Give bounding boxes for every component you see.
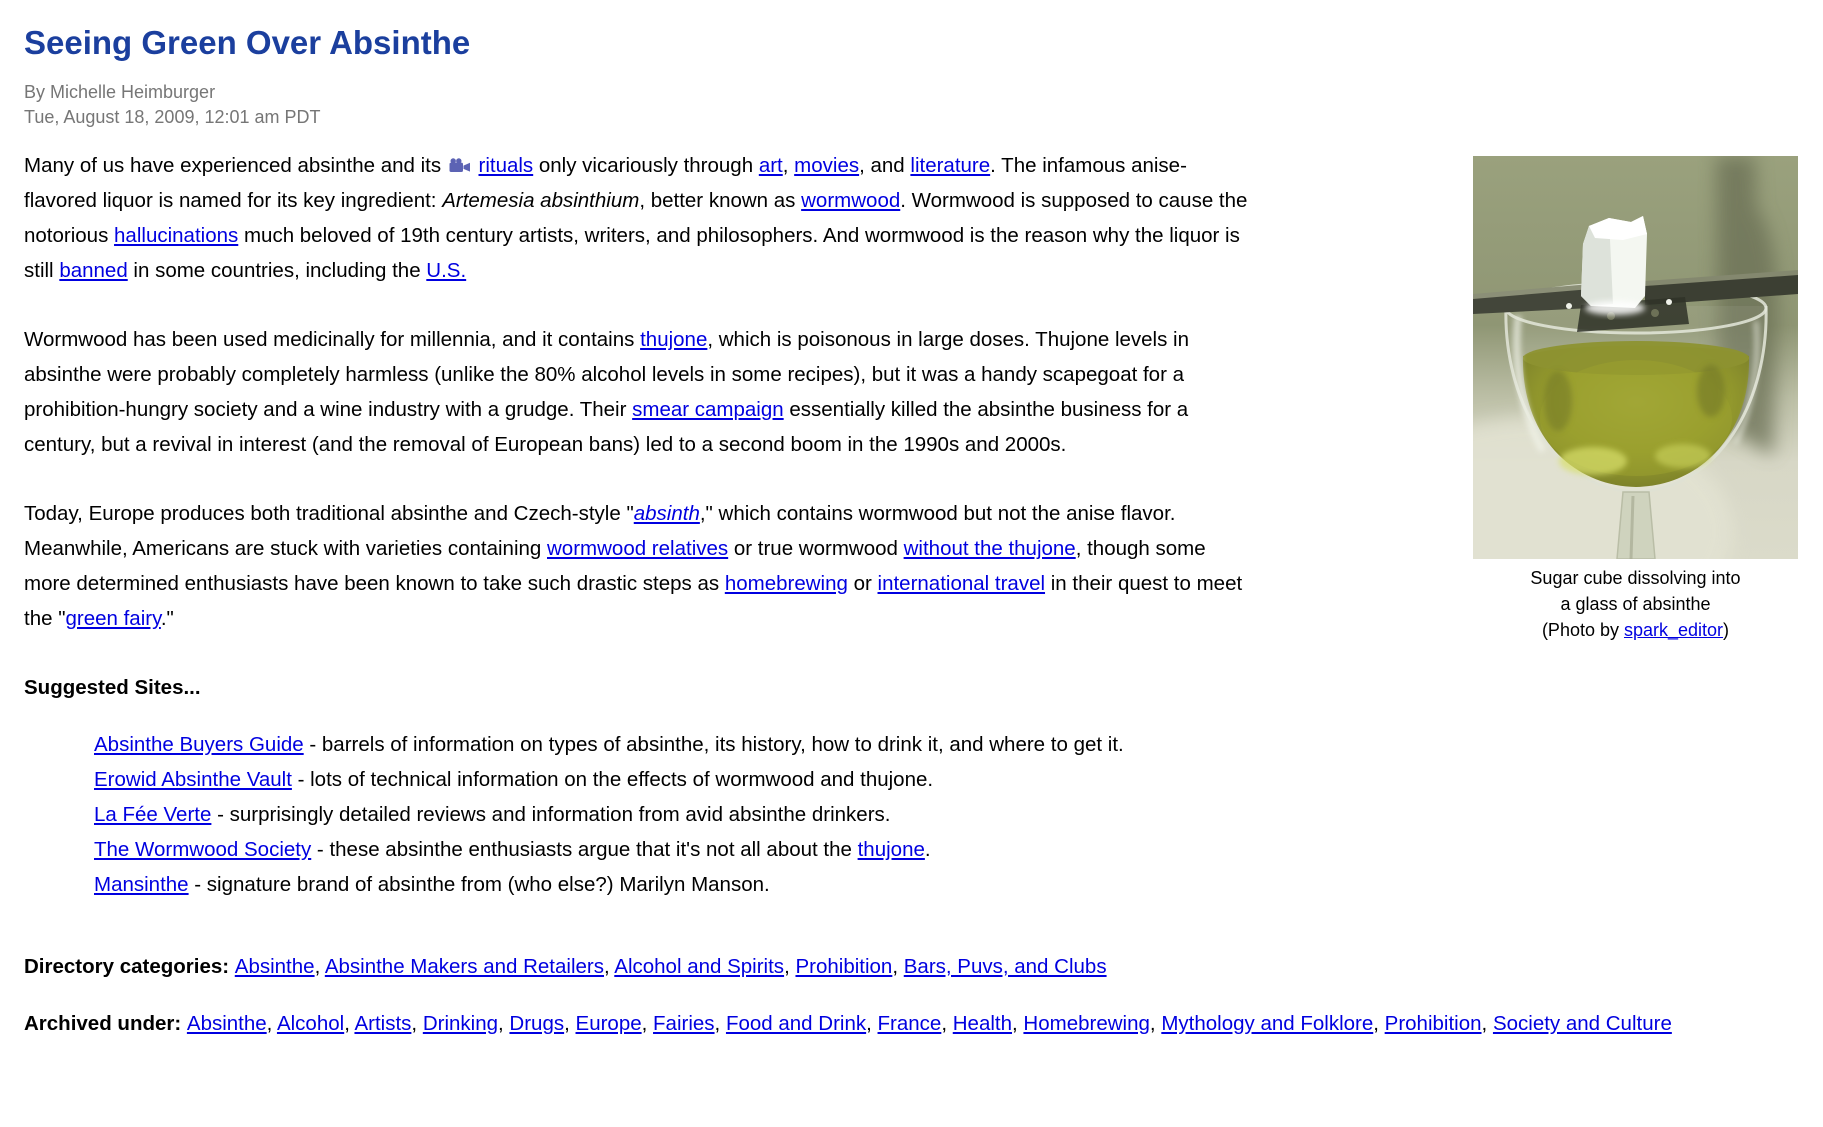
inline-link[interactable]: Absinthe Buyers Guide bbox=[94, 733, 304, 756]
inline-link[interactable]: Erowid Absinthe Vault bbox=[94, 768, 292, 791]
category-link[interactable]: Absinthe Makers and Retailers bbox=[324, 955, 604, 978]
text-run: much beloved of 19th century artists, writers, and philosophers. And wormwood is the reason why the liquor is still bbox=[24, 224, 1240, 282]
inline-link[interactable]: without the thujone bbox=[903, 537, 1076, 560]
inline-link[interactable]: wormwood bbox=[801, 189, 901, 212]
italic-text: Artemesia absinthium bbox=[442, 189, 640, 212]
date-line: Tue, August 18, 2009, 12:01 am PDT bbox=[24, 107, 321, 127]
text-run: (Photo by bbox=[1541, 620, 1624, 640]
category-link[interactable]: Europe bbox=[575, 1012, 642, 1035]
separator: , bbox=[1012, 1012, 1024, 1035]
inline-link[interactable]: wormwood relatives bbox=[547, 537, 729, 560]
text-run: or true wormwood bbox=[728, 537, 904, 560]
separator: , bbox=[411, 1012, 423, 1035]
inline-link[interactable]: U.S. bbox=[426, 259, 467, 282]
inline-link[interactable]: international travel bbox=[877, 572, 1046, 595]
category-link[interactable]: Society and Culture bbox=[1492, 1012, 1672, 1035]
text-run: . The infamous anise-flavored liquor is named for its key ingredient: bbox=[24, 154, 1187, 212]
text-run: ." bbox=[160, 607, 174, 630]
suggested-sites-list bbox=[94, 727, 1799, 902]
text-run: in some countries, including the bbox=[127, 259, 427, 282]
directory-categories-label: Directory categories: bbox=[24, 955, 235, 978]
separator: , bbox=[604, 955, 615, 978]
absinthe-photo bbox=[1473, 156, 1798, 559]
photo-figure bbox=[1473, 156, 1798, 643]
archived-under-label: Archived under: bbox=[24, 1012, 187, 1035]
byline: By Michelle Heimburger bbox=[24, 82, 216, 102]
separator: , bbox=[344, 1012, 355, 1035]
archived-under-links bbox=[187, 1012, 1672, 1035]
category-link[interactable]: Prohibition bbox=[795, 955, 893, 978]
text-run: - these absinthe enthusiasts argue that it's not all about the bbox=[311, 838, 858, 861]
text-run: Wormwood has been used medicinally for millennia, and it contains bbox=[24, 328, 641, 351]
inline-link[interactable]: movies bbox=[794, 154, 860, 177]
suggested-site-item bbox=[94, 762, 1799, 797]
inline-link[interactable]: spark_editor bbox=[1623, 620, 1724, 640]
inline-link[interactable]: banned bbox=[59, 259, 128, 282]
suggested-sites-heading: Suggested Sites... bbox=[24, 676, 201, 699]
inline-link[interactable]: thujone bbox=[857, 838, 925, 861]
category-link[interactable]: Bars, Puvs, and Clubs bbox=[903, 955, 1107, 978]
text-run: , and bbox=[859, 154, 911, 177]
separator: , bbox=[266, 1012, 277, 1035]
text-run: , better known as bbox=[639, 189, 802, 212]
category-link[interactable]: Absinthe bbox=[186, 1012, 267, 1035]
text-run: Sugar cube dissolving into bbox=[1530, 568, 1741, 588]
text-run: - lots of technical information on the effects of wormwood and thujone. bbox=[291, 768, 934, 791]
text-run: only vicariously through bbox=[533, 154, 759, 177]
text-run: Many of us have experienced absinthe and its bbox=[24, 154, 447, 177]
video-camera-icon bbox=[449, 158, 471, 173]
inline-link[interactable]: thujone bbox=[640, 328, 708, 351]
text-run: , which is poisonous in large doses. Thujone levels in absinthe were probably completely harmless (unlike the 80% alcohol levels in some recipes), but it was a handy scapegoat for a prohibition-hungry society and a wine industry with a grudge. Their bbox=[24, 328, 1190, 421]
separator: , bbox=[784, 955, 796, 978]
text-run: . bbox=[924, 838, 931, 861]
suggested-site-item bbox=[94, 797, 1799, 832]
inline-link[interactable]: green fairy bbox=[65, 607, 161, 630]
category-link[interactable]: Drinking bbox=[422, 1012, 499, 1035]
text-run: in their quest to meet the " bbox=[24, 572, 1243, 630]
text-run: - surprisingly detailed reviews and information from avid absinthe drinkers. bbox=[211, 803, 891, 826]
absinthe-glass-illustration bbox=[1473, 156, 1798, 559]
separator: , bbox=[1481, 1012, 1493, 1035]
suggested-site-item bbox=[94, 727, 1799, 762]
separator: , bbox=[866, 1012, 878, 1035]
text-run: - barrels of information on types of absinthe, its history, how to drink it, and where to get it. bbox=[303, 733, 1124, 756]
category-link[interactable]: Absinthe bbox=[234, 955, 315, 978]
page-title: Seeing Green Over Absinthe bbox=[24, 24, 471, 61]
text-run: essentially killed the absinthe business for a century, but a revival in interest (and the removal of European bans) led to a second boom in the 1990s and 2000s. bbox=[24, 398, 1189, 456]
category-link[interactable]: Fairies bbox=[653, 1012, 715, 1035]
inline-link[interactable]: La Fée Verte bbox=[94, 803, 212, 826]
separator: , bbox=[1373, 1012, 1385, 1035]
archived-under-row bbox=[24, 1005, 1799, 1042]
text-run: Today, Europe produces both traditional absinthe and Czech-style " bbox=[24, 502, 634, 525]
category-link[interactable]: France bbox=[877, 1012, 942, 1035]
text-run: - signature brand of absinthe from (who else?) Marilyn Manson. bbox=[188, 873, 770, 896]
suggested-site-item bbox=[94, 832, 1799, 867]
category-link[interactable]: Food and Drink bbox=[725, 1012, 867, 1035]
inline-link[interactable]: Mansinthe bbox=[94, 873, 189, 896]
separator: , bbox=[641, 1012, 654, 1035]
category-link[interactable]: Prohibition bbox=[1384, 1012, 1482, 1035]
photo-caption bbox=[1473, 565, 1798, 643]
text-run: ) bbox=[1723, 620, 1730, 640]
category-link[interactable]: Alcohol bbox=[276, 1012, 345, 1035]
inline-link[interactable]: smear campaign bbox=[632, 398, 784, 421]
directory-categories-links bbox=[235, 955, 1107, 978]
separator: , bbox=[498, 1012, 510, 1035]
inline-link[interactable]: hallucinations bbox=[114, 224, 239, 247]
inline-link[interactable]: literature bbox=[910, 154, 991, 177]
inline-link[interactable]: art bbox=[758, 154, 783, 177]
text-run: ," which contains wormwood but not the anise flavor. Meanwhile, Americans are stuck with varieties containing bbox=[24, 502, 1176, 560]
category-link[interactable]: Homebrewing bbox=[1023, 1012, 1150, 1035]
separator: , bbox=[714, 1012, 726, 1035]
separator: , bbox=[941, 1012, 953, 1035]
inline-link[interactable]: rituals bbox=[478, 154, 534, 177]
text-run: , though some more determined enthusiasts have been known to take such drastic steps as bbox=[24, 537, 1206, 595]
directory-categories-row bbox=[24, 948, 1799, 985]
category-link[interactable]: Health bbox=[952, 1012, 1013, 1035]
article-body bbox=[24, 148, 1799, 1042]
text-run: , bbox=[782, 154, 795, 177]
separator: , bbox=[892, 955, 904, 978]
inline-link[interactable]: The Wormwood Society bbox=[94, 838, 312, 861]
category-link[interactable]: Alcohol and Spirits bbox=[614, 955, 785, 978]
category-link[interactable]: Mythology and Folklore bbox=[1161, 1012, 1374, 1035]
text-run: a glass of absinthe bbox=[1560, 594, 1711, 614]
separator: , bbox=[314, 955, 325, 978]
category-link[interactable]: Artists bbox=[354, 1012, 412, 1035]
inline-link[interactable]: absinth bbox=[633, 502, 700, 525]
inline-link[interactable]: homebrewing bbox=[724, 572, 848, 595]
text-run: . Wormwood is supposed to cause the notorious bbox=[24, 189, 1248, 247]
text-run: or bbox=[847, 572, 878, 595]
separator: , bbox=[1149, 1012, 1162, 1035]
category-link[interactable]: Drugs bbox=[509, 1012, 565, 1035]
suggested-site-item bbox=[94, 867, 1799, 902]
separator: , bbox=[564, 1012, 576, 1035]
